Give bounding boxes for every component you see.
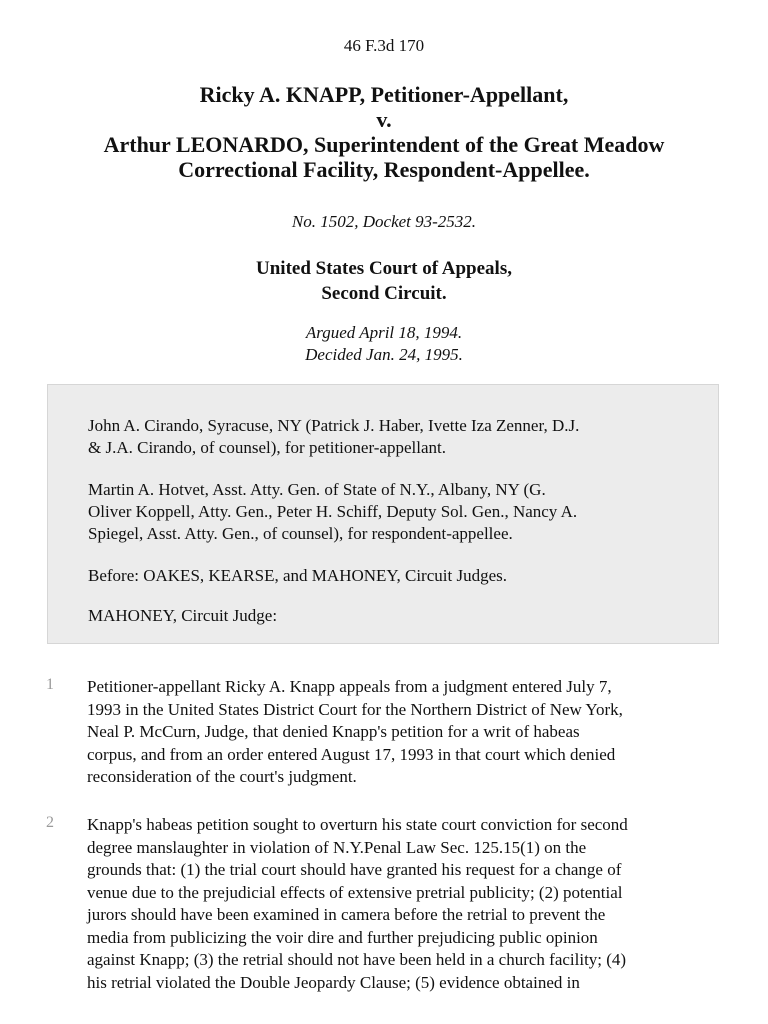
respondent-counsel: [88, 479, 688, 545]
respondent-counsel-line: Spiegel, Asst. Atty. Gen., of counsel), for respondent-appellee.: [88, 524, 513, 543]
paragraph-line: reconsideration of the court's judgment.: [87, 767, 357, 786]
paragraph-line: corpus, and from an order entered August 17, 1993 in that court which denied: [87, 744, 616, 764]
paragraph-number[interactable]: 2: [46, 814, 54, 831]
caption-versus: v.: [376, 107, 392, 132]
docket-number: No. 1502, Docket 93-2532.: [291, 212, 477, 231]
respondent-counsel-line: Oliver Koppell, Atty. Gen., Peter H. Schiff, Deputy Sol. Gen., Nancy A.: [88, 502, 578, 521]
petitioner-counsel-line: & J.A. Cirando, of counsel), for petitioner-appellant.: [88, 438, 446, 457]
caption-appellant: Ricky A. KNAPP, Petitioner-Appellant,: [199, 82, 569, 107]
counsel-box: [47, 384, 719, 644]
paragraph-line: jurors should have been examined in camera before the retrial to prevent the: [87, 905, 606, 924]
paragraph-text: [87, 814, 727, 994]
case-dates: [0, 322, 768, 366]
argued-date: Argued April 18, 1994.: [305, 323, 463, 342]
paragraph-line: media from publicizing the voir dire and further prejudicing public opinion: [87, 927, 598, 947]
paragraph-number[interactable]: 1: [46, 676, 54, 693]
panel-judges: Before: OAKES, KEARSE, and MAHONEY, Circuit Judges.: [88, 566, 507, 585]
paragraph-line: Petitioner-appellant Ricky A. Knapp appeals from a judgment entered July 7,: [87, 677, 612, 696]
case-caption: [40, 82, 728, 182]
court-name-line2: Second Circuit.: [321, 283, 447, 304]
caption-appellee-line1: Arthur LEONARDO, Superintendent of the Great Meadow: [103, 132, 665, 157]
caption-appellee-line2: Correctional Facility, Respondent-Appellee.: [178, 157, 590, 182]
paragraph-line: venue due to the prejudicial effects of extensive pretrial publicity; (2) potential: [87, 882, 623, 902]
paragraph-line: his retrial violated the Double Jeopardy Clause; (5) evidence obtained in: [87, 972, 580, 992]
paragraph-text: [87, 676, 727, 789]
decided-date: Decided Jan. 24, 1995.: [305, 345, 463, 364]
case-citation: 46 F.3d 170: [343, 36, 425, 55]
petitioner-counsel: [88, 415, 688, 459]
paragraph-line: Knapp's habeas petition sought to overturn his state court conviction for second: [87, 815, 628, 834]
court-name-line1: United States Court of Appeals,: [256, 258, 512, 279]
court-name: [0, 256, 768, 306]
opinion-author: MAHONEY, Circuit Judge:: [88, 606, 278, 625]
petitioner-counsel-line: John A. Cirando, Syracuse, NY (Patrick J. Haber, Ivette Iza Zenner, D.J.: [88, 416, 580, 435]
respondent-counsel-line: Martin A. Hotvet, Asst. Atty. Gen. of State of N.Y., Albany, NY (G.: [88, 480, 546, 499]
paragraph-line: Neal P. McCurn, Judge, that denied Knapp's petition for a writ of habeas: [87, 722, 580, 741]
paragraph-line: degree manslaughter in violation of N.Y.Penal Law Sec. 125.15(1) on the: [87, 837, 587, 857]
paragraph-line: 1993 in the United States District Court for the Northern District of New York,: [87, 699, 623, 719]
paragraph-line: against Knapp; (3) the retrial should not have been held in a church facility; (4): [87, 950, 627, 969]
paragraph-line: grounds that: (1) the trial court should have granted his request for a change of: [87, 860, 622, 879]
